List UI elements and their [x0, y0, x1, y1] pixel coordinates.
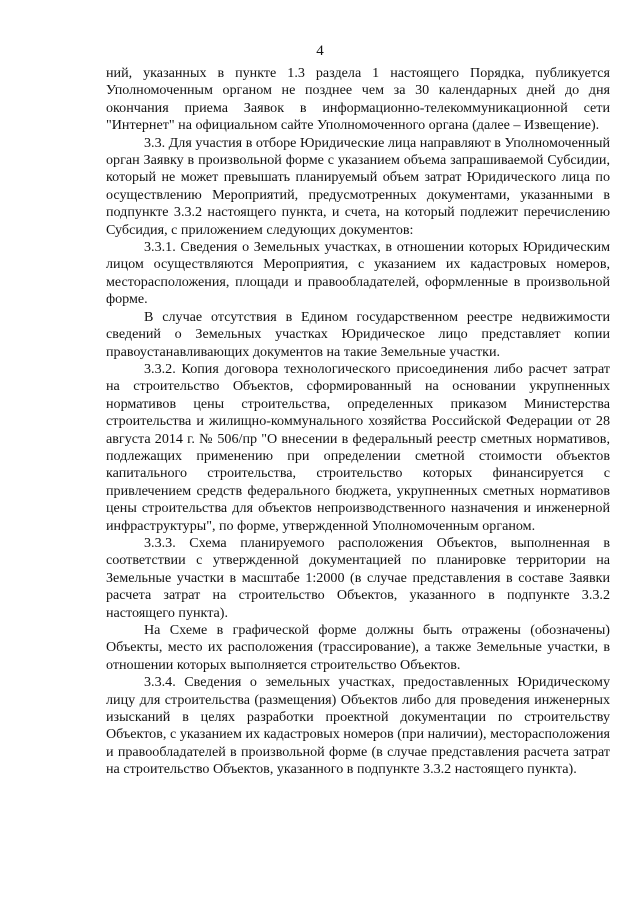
page-number: 4	[316, 43, 324, 59]
paragraph-3-3: 3.3. Для участия в отборе Юридические лица направляют в Уполномоченный орган Заявку в произвольной форме с указанием объема запрашиваемой Субсидии, который не может превышать планируемый объем затрат Юридического лица по осуществлению Мероприятий, предусмотренных документами, указанными в подпункте 3.3.2 настоящего пункта, и счета, на который подлежит перечислению Субсидия, с приложением следующих документов:	[106, 134, 610, 238]
paragraph-continuation: ний, указанных в пункте 1.3 раздела 1 настоящего Порядка, публикуется Уполномоченным органом не позднее чем за 30 календарных дней до дня окончания приема Заявок в информационно-телекоммуникационной сети "Интернет" на официальном сайте Уполномоченного органа (далее – Извещение).	[106, 65, 610, 134]
paragraph-3-3-1: 3.3.1. Сведения о Земельных участках, в отношении которых Юридическим лицом осуществляются Мероприятия, с указанием их кадастровых номеров, месторасположения, площади и правообладателей, оформленные в произвольной форме.	[106, 239, 610, 308]
paragraph-3-3-4: 3.3.4. Сведения о земельных участках, предоставленных Юридическому лицу для строительства (размещения) Объектов либо для проведения инженерных изысканий в целях разработки проектной документации по строительству Объектов, с указанием их кадастровых номеров (при наличии), месторасположения и правообладателей в произвольной форме (в случае представления расчета затрат на строительство Объектов, указанного в подпункте 3.3.2 настоящего пункта).	[106, 674, 610, 778]
paragraph-3-3-3-note: На Схеме в графической форме должны быть отражены (обозначены) Объекты, место их расположения (трассирование), а также Земельные участки, в отношении которых выполняется строительство Объектов.	[106, 622, 610, 673]
paragraph-3-3-2: 3.3.2. Копия договора технологического присоединения либо расчет затрат на строительство Объектов, сформированный на основании укрупненных нормативов цены строительства, определенных приказом Министерства строительства и жилищно-коммунального хозяйства Российской Федерации от 28 августа 2014 г. № 506/пр "О внесении в федеральный реестр сметных нормативов, подлежащих применению при определении сметной стоимости объектов капитального строительства, строительство которых финансируется с привлечением средств федерального бюджета, укрупненных сметных нормативов цены строительства для объектов непроизводственного назначения и инженерной инфраструктуры", по форме, утвержденной Уполномоченным органом.	[106, 360, 610, 534]
document-body	[106, 65, 610, 779]
paragraph-3-3-1-note: В случае отсутствия в Едином государственном реестре недвижимости сведений о Земельных участках Юридическое лицо представляет копии правоустанавливающих документов на такие Земельные участки.	[106, 308, 610, 360]
paragraph-3-3-3: 3.3.3. Схема планируемого расположения Объектов, выполненная в соответствии с утвержденной документацией по планировке территории на Земельные участки в масштабе 1:2000 (в случае представления в составе Заявки расчета затрат на строительство Объектов, указанного в подпункте 3.3.2 настоящего пункта).	[106, 534, 610, 621]
